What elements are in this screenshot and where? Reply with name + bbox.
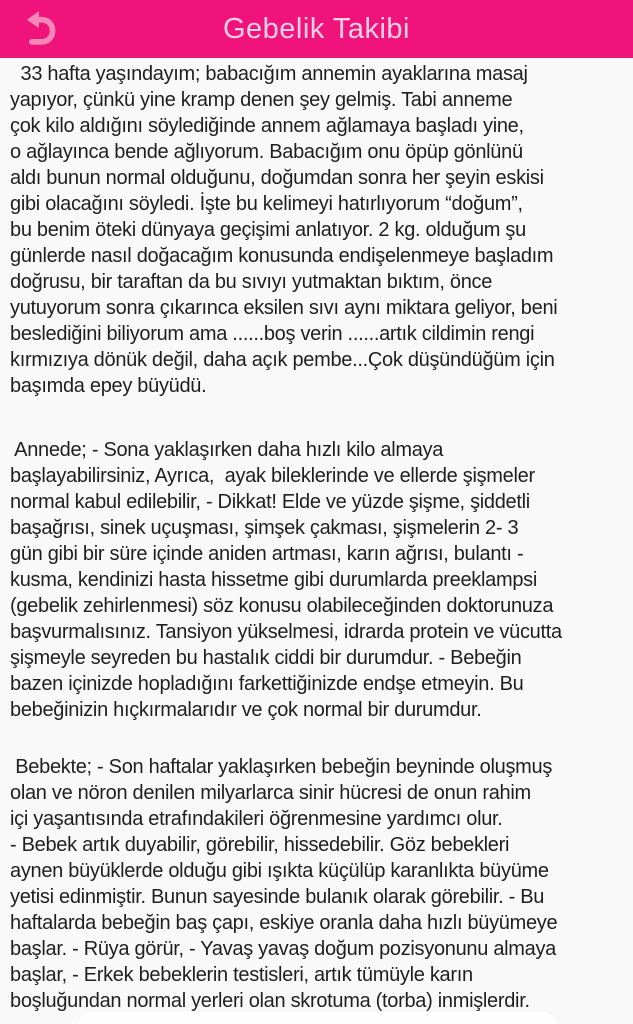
paragraph [10, 437, 623, 723]
text-line: gibi olacağını söyledi. İşte bu kelimeyi hatırlıyorum “doğum”, [10, 193, 523, 215]
page-title: Gebelik Takibi [222, 12, 410, 45]
text-line: gün gibi bir süre içinde aniden artması, karın ağrısı, bulantı - [10, 543, 524, 565]
text-line: aynen büyüklerde olduğu gibi ışıkta küçülüp karanlıkta büyüme [10, 860, 549, 882]
paragraph [10, 61, 623, 399]
text-line: kırmızıya dönük değil, daha açık pembe...Çok düşündüğüm için [10, 349, 555, 371]
text-line: doğrusu, bir taraftan da bu sıvıyı yutmaktan bıktım, önce [10, 271, 493, 293]
content-area[interactable] [0, 58, 633, 1024]
text-line: haftalarda bebeğin baş çapı, eskiye oranla daha hızlı büyümeye [10, 912, 558, 934]
undo-arrow-icon [21, 9, 57, 49]
text-line: - Bebek artık duyabilir, görebilir, hissedebilir. Göz bebekleri [10, 834, 510, 856]
article-text [10, 61, 623, 1014]
text-line: olan ve nöron denilen milyarlarca sinir hücresi de onun rahim [10, 782, 531, 804]
text-line: şişmeyle seyreden bu hastalık ciddi bir durumdur. - Bebeğin [10, 647, 522, 669]
text-line: yutuyorum sonra çıkarınca eksilen sıvı aynı miktara geliyor, beni [10, 297, 558, 319]
text-line: aldı bunun normal olduğunu, doğumdan sonra her şeyin eskisi [10, 167, 544, 189]
text-line: 33 hafta yaşındayım; babacığım annemin ayaklarına masaj [10, 63, 528, 85]
text-line: içi yaşantısında etrafındakileri öğrenmesine yardımcı olur. [10, 808, 503, 830]
text-line: boşluğundan normal yerleri olan skrotuma (torba) inmişlerdir. [10, 990, 530, 1012]
text-line: Bebekte; - Son haftalar yaklaşırken bebeğin beyninde oluşmuş [10, 756, 553, 778]
text-line: normal kabul edilebilir, - Dikkat! Elde ve yüzde şişme, şiddetli [10, 491, 530, 513]
text-line: kusma, kendinizi hasta hissetme gibi durumlarda preeklampsi [10, 569, 537, 591]
text-line: yetisi edinmiştir. Bunun sayesinde bulanık olarak görebilir. - Bu [10, 886, 545, 908]
text-line: Annede; - Sona yaklaşırken daha hızlı kilo almaya [10, 439, 444, 461]
text-line: çok kilo aldığını söylediğinde annem ağlamaya başladı yine, [10, 115, 524, 137]
text-line: bebeğinizin hıçkırmalarıdır ve çok normal bir durumdur. [10, 699, 482, 721]
text-line: bazen içinizde hopladığını farkettiğinizde endşe etmeyin. Bu [10, 673, 524, 695]
text-line: (gebelik zehirlenmesi) söz konusu olabileceğinden doktorunuza [10, 595, 554, 617]
text-line: başlayabilirsiniz, Ayrıca, ayak bileklerinde ve ellerde şişmeler [10, 465, 535, 487]
text-line: o ağlayınca bende ağlıyorum. Babacığım onu öpüp gönlünü [10, 141, 523, 163]
text-line: başağrısı, sinek uçuşması, şimşek çakması, şişmelerin 2- 3 [10, 517, 519, 539]
text-line: bu benim öteki dünyaya geçişimi anlatıyor. 2 kg. olduğum şu [10, 219, 526, 241]
text-line: beslediğini biliyorum ama ......boş verin ......artık cildimin rengi [10, 323, 535, 345]
text-line: başımda epey büyüdü. [10, 375, 207, 397]
back-button[interactable] [14, 7, 64, 51]
text-line: başvurmalısınız. Tansiyon yükselmesi, idrarda protein ve vücutta [10, 621, 562, 643]
text-line: yapıyor, çünkü yine kramp denen şey gelmiş. Tabi anneme [10, 89, 513, 111]
app-header [0, 0, 633, 58]
paragraph [10, 754, 623, 1014]
text-line: günlerde nasıl doğacağım konusunda endişelenmeye başladım [10, 245, 554, 267]
bottom-sheet-edge [78, 1012, 556, 1024]
text-line: başlar. - Rüya görür, - Yavaş yavaş doğum pozisyonunu almaya [10, 938, 557, 960]
text-line: başlar, - Erkek bebeklerin testisleri, artık tümüyle karın [10, 964, 473, 986]
